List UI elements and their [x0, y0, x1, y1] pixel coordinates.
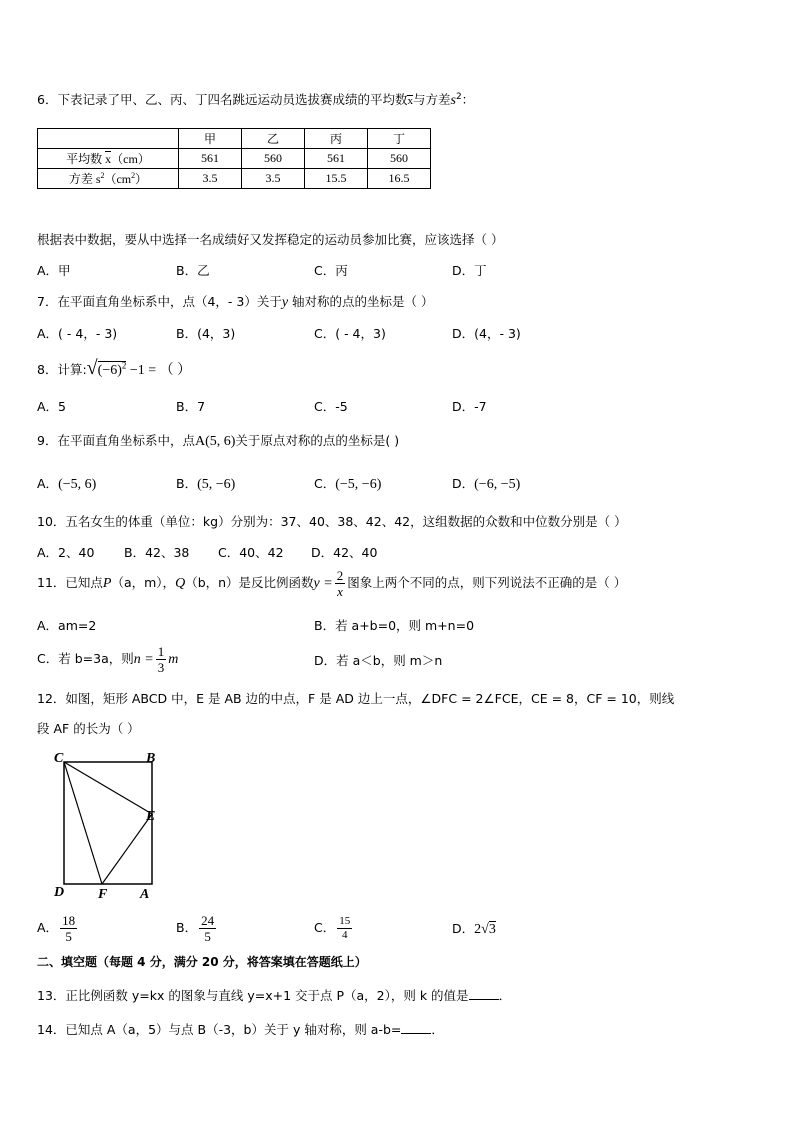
rectangle-abcd-figure	[50, 750, 175, 900]
q9-option-b: B．(5, −6)	[176, 476, 236, 492]
q10-option-b: B．42、38	[124, 545, 190, 560]
q14-stem: 14．已知点 A（a，5）与点 B（-3，b）关于 y 轴对称，则 a-b= ．	[37, 1022, 444, 1037]
q12-option-b: B． $\frac{24}{5}$	[176, 913, 215, 944]
q8-option-d: D．-7	[452, 399, 487, 414]
q12-option-a: A． $\frac{18}{5}$	[37, 913, 76, 944]
q9-option-d: D．(−6, −5)	[452, 476, 521, 492]
q6-option-c: C．丙	[314, 263, 348, 278]
q9-option-a: A．(−5, 6)	[37, 476, 97, 492]
q10-option-d: D．42、40	[311, 545, 378, 560]
q6-question: 根据表中数据，要从中选择一名成绩好又发挥稳定的运动员参加比赛，应该选择（ ）	[37, 232, 504, 247]
table-row-variance: 方差 $s^2(cm^2)$ 3.5 3.5 15.5 16.5	[38, 169, 431, 189]
fig-label-b: B	[146, 751, 156, 766]
q6-option-b: B．乙	[176, 263, 210, 278]
q9-option-c: C．(−5, −6)	[314, 476, 382, 492]
q8-stem: 8．计算$:√(-6)^2 -1$ = （ ）	[37, 357, 192, 379]
q12-stem-line2: 段 AF 的长为（ ）	[37, 721, 140, 736]
fraction-2-over-x: $\frac{2}{x}$	[336, 568, 344, 599]
q11-option-b: B．若 a+b=0，则 m+n=0	[314, 618, 475, 633]
q9-stem: 9．在平面直角坐标系中，点A(5, 6)关于原点对称的点的坐标是( )	[37, 433, 400, 449]
fig-label-c: C	[54, 751, 64, 766]
q11-option-a: A．am=2	[37, 618, 97, 633]
answer-blank	[469, 987, 499, 1000]
q12-stem-line1: 12．如图，矩形 ABCD 中，E 是 AB 边的中点，F 是 AD 边上一点，∠DFC = 2∠FCE，CE = 8，CF = 10，则线	[37, 691, 675, 706]
q7-option-c: C．( - 4，3)	[314, 326, 386, 341]
q7-stem: 7．在平面直角坐标系中，点（4，- 3）关于y 轴对称的点的坐标是（ ）	[37, 294, 434, 310]
q7-option-d: D．(4，- 3)	[452, 326, 521, 341]
answer-blank	[401, 1021, 431, 1034]
q8-option-c: C．-5	[314, 399, 348, 414]
q12-option-c: C． $\frac{15}{4}$	[314, 915, 351, 941]
section-fill-in-heading: 二、填空题（每题 4 分，满分 20 分，将答案填在答题纸上）	[37, 955, 367, 969]
q7-option-b: B．(4，3)	[176, 326, 236, 341]
q6-option-a: A．甲	[37, 263, 71, 278]
q10-stem: 10．五名女生的体重（单位：kg）分别为：37、40、38、42、42，这组数据的众数和中位数分别是（ ）	[37, 514, 627, 529]
table-row-mean: 平均数 x（cm） 561 560 561 560	[38, 149, 431, 169]
q13-stem: 13．正比例函数 y=kx 的图象与直线 y=x+1 交于点 P（a，2），则 k 的值是 ．	[37, 988, 512, 1003]
q7-option-a: A．( - 4，- 3)	[37, 326, 118, 341]
fig-label-a: A	[140, 887, 150, 900]
q8-option-b: B．7	[176, 399, 206, 414]
fig-label-f: F	[98, 887, 108, 900]
q10-option-c: C．40、42	[218, 545, 284, 560]
q10-option-a: A．2、40	[37, 545, 95, 560]
q6-option-d: D．丁	[452, 263, 487, 278]
sqrt-sign: √	[481, 922, 489, 937]
fig-label-d: D	[54, 885, 65, 900]
table-header-row: 甲 乙 丙 丁	[38, 129, 431, 149]
sqrt-sign: √	[86, 357, 98, 379]
q6-stem: 6．下表记录了甲、乙、丙、丁四名跳远运动员选拔赛成绩的平均数x与方差$s^2$：	[37, 91, 475, 108]
q11-option-c: C．若 b=3a，则n = $\frac{1}{3}$ m	[37, 644, 179, 675]
q11-option-d: D．若 a＜b，则 m＞n	[314, 653, 443, 668]
variance-table	[37, 128, 431, 189]
q11-stem: 11．已知点P（a，m），Q（b，n）是反比例函数y = $\frac{2}{x}$ 图象上两个不同的点，则下列说法不正确的是（ ）	[37, 568, 627, 599]
q8-option-a: A．5	[37, 399, 67, 414]
q12-option-d: D．2√3	[452, 921, 496, 937]
fig-label-e: E	[146, 809, 156, 824]
